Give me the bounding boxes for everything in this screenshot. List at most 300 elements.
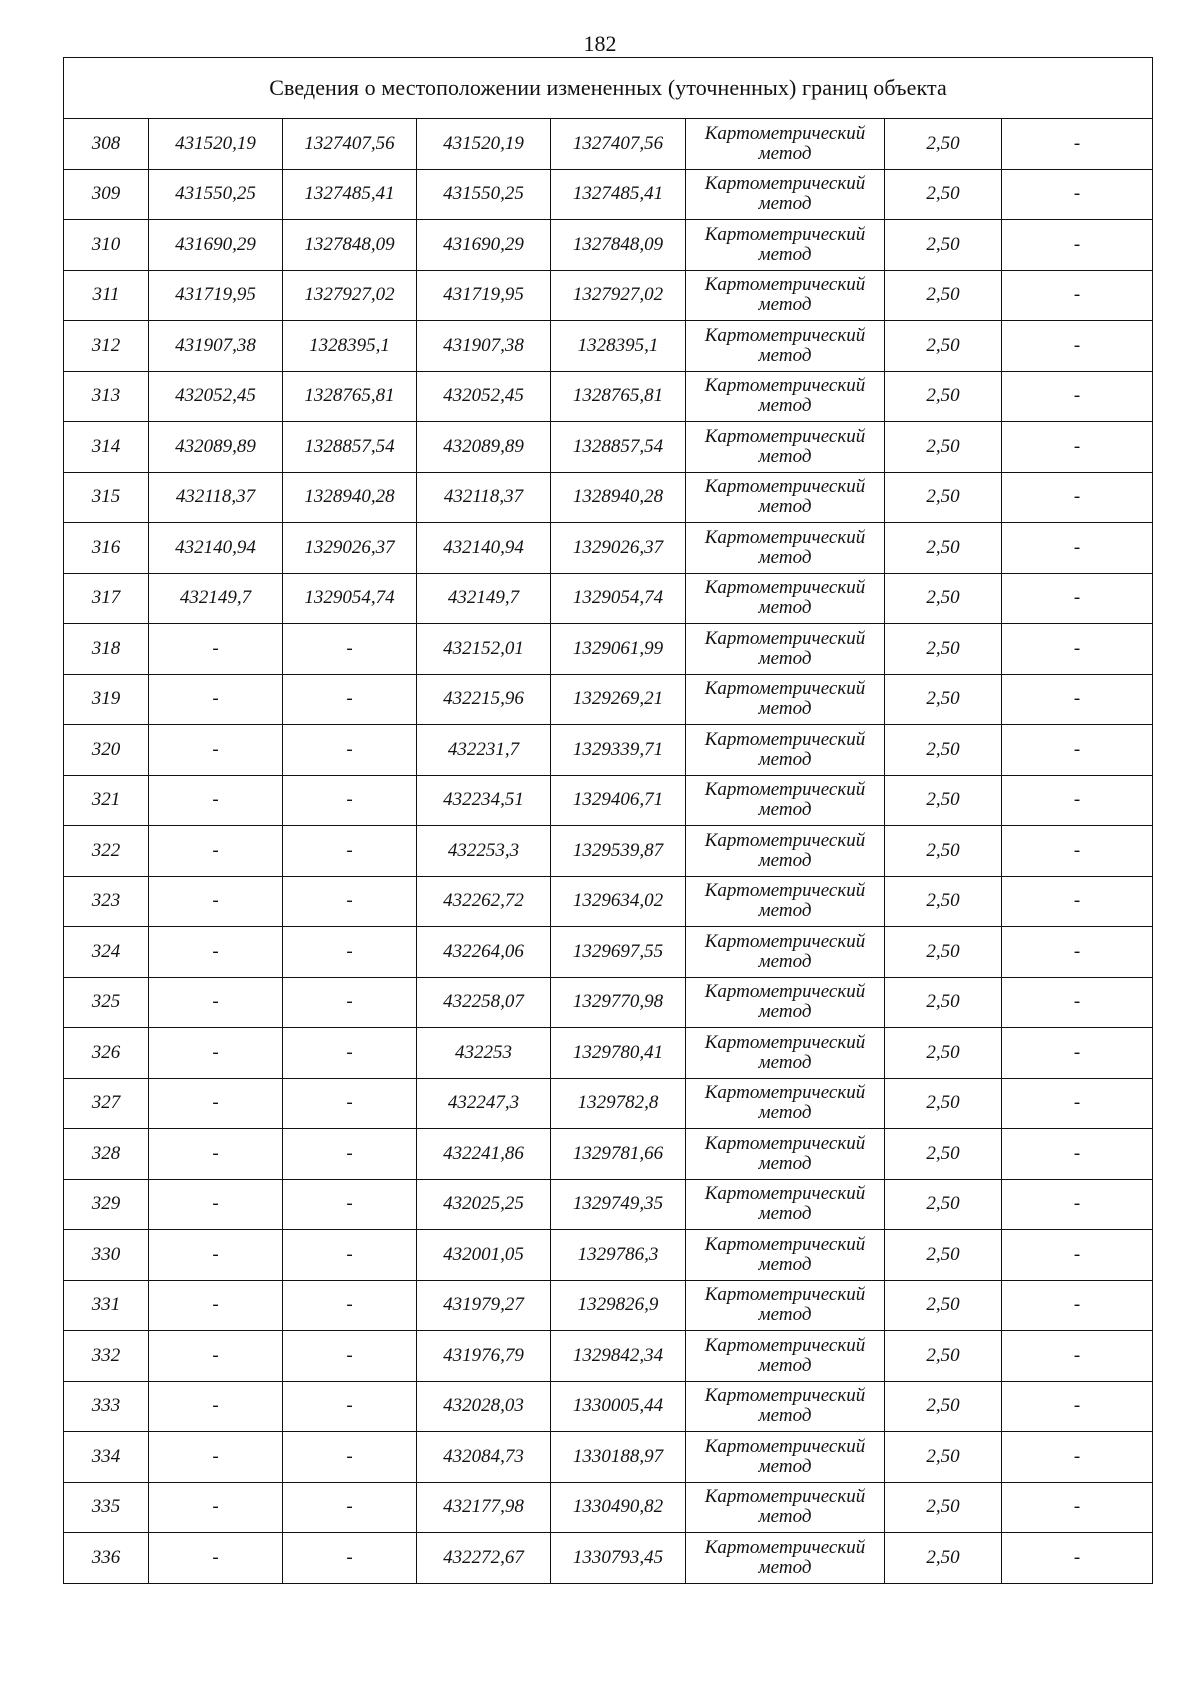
method-cell [686,1129,885,1180]
existing-y-cell: - [283,1129,417,1180]
accuracy-cell: 2,50 [885,1331,1002,1382]
point-number-cell: 320 [64,725,149,776]
refined-x-cell: 432231,7 [417,725,551,776]
method-line-2: метод [758,142,812,164]
method-cell [686,119,885,170]
method-cell [686,1381,885,1432]
description-cell: - [1002,927,1153,978]
existing-x-cell: - [149,1129,283,1180]
method-line-1: Картометрический [704,1233,866,1255]
existing-x-cell: 431719,95 [149,270,283,321]
accuracy-cell: 2,50 [885,220,1002,271]
accuracy-cell: 2,50 [885,775,1002,826]
refined-x-cell: 432052,45 [417,371,551,422]
refined-y-cell: 1328765,81 [551,371,686,422]
description-cell: - [1002,1432,1153,1483]
method-line-1: Картометрический [704,577,866,599]
refined-x-cell: 431520,19 [417,119,551,170]
method-line-2: метод [758,193,812,215]
point-number-cell: 336 [64,1533,149,1584]
accuracy-cell: 2,50 [885,977,1002,1028]
table-row [64,775,1153,826]
existing-x-cell: - [149,1028,283,1079]
table-row [64,1028,1153,1079]
refined-y-cell: 1329634,02 [551,876,686,927]
point-number-cell: 331 [64,1280,149,1331]
description-cell: - [1002,1381,1153,1432]
existing-y-cell: 1328765,81 [283,371,417,422]
method-line-1: Картометрический [704,1132,866,1154]
table-row [64,573,1153,624]
refined-y-cell: 1329339,71 [551,725,686,776]
point-number-cell: 332 [64,1331,149,1382]
description-cell: - [1002,826,1153,877]
existing-y-cell: 1327848,09 [283,220,417,271]
existing-y-cell: 1329054,74 [283,573,417,624]
method-cell [686,674,885,725]
refined-x-cell: 432253 [417,1028,551,1079]
table-row [64,422,1153,473]
refined-x-cell: 432247,3 [417,1078,551,1129]
refined-y-cell: 1327927,02 [551,270,686,321]
accuracy-cell: 2,50 [885,1230,1002,1281]
table-row [64,472,1153,523]
refined-y-cell: 1330490,82 [551,1482,686,1533]
table-row [64,674,1153,725]
method-cell [686,775,885,826]
refined-x-cell: 431719,95 [417,270,551,321]
method-line-1: Картометрический [704,678,866,700]
refined-x-cell: 432025,25 [417,1179,551,1230]
table-row [64,270,1153,321]
method-line-2: метод [758,1405,812,1427]
existing-y-cell: 1328857,54 [283,422,417,473]
method-line-2: метод [758,395,812,417]
method-line-2: метод [758,748,812,770]
method-line-2: метод [758,445,812,467]
accuracy-cell: 2,50 [885,523,1002,574]
refined-y-cell: 1327485,41 [551,169,686,220]
method-line-1: Картометрический [704,375,866,397]
method-line-1: Картометрический [704,829,866,851]
refined-x-cell: 432253,3 [417,826,551,877]
method-line-2: метод [758,1102,812,1124]
method-line-1: Картометрический [704,274,866,296]
method-line-1: Картометрический [704,1334,866,1356]
existing-y-cell: - [283,1432,417,1483]
table-body [64,119,1153,1584]
table-row [64,826,1153,877]
accuracy-cell: 2,50 [885,1179,1002,1230]
accuracy-cell: 2,50 [885,725,1002,776]
table-row [64,977,1153,1028]
existing-x-cell: - [149,977,283,1028]
method-line-2: метод [758,1556,812,1578]
table-row [64,1129,1153,1180]
accuracy-cell: 2,50 [885,1129,1002,1180]
method-line-1: Картометрический [704,122,866,144]
accuracy-cell: 2,50 [885,422,1002,473]
accuracy-cell: 2,50 [885,169,1002,220]
point-number-cell: 317 [64,573,149,624]
existing-x-cell: - [149,1230,283,1281]
existing-x-cell: 431690,29 [149,220,283,271]
refined-y-cell: 1329026,37 [551,523,686,574]
point-number-cell: 308 [64,119,149,170]
point-number-cell: 324 [64,927,149,978]
table-row [64,1078,1153,1129]
description-cell: - [1002,169,1153,220]
table-row [64,1280,1153,1331]
method-line-1: Картометрический [704,627,866,649]
method-line-1: Картометрический [704,930,866,952]
method-cell [686,826,885,877]
existing-x-cell: - [149,725,283,776]
method-line-2: метод [758,900,812,922]
accuracy-cell: 2,50 [885,1533,1002,1584]
existing-y-cell: 1328940,28 [283,472,417,523]
point-number-cell: 326 [64,1028,149,1079]
refined-x-cell: 432234,51 [417,775,551,826]
existing-y-cell: - [283,826,417,877]
refined-y-cell: 1328940,28 [551,472,686,523]
existing-x-cell: 432052,45 [149,371,283,422]
method-line-1: Картометрический [704,1486,866,1508]
refined-y-cell: 1329061,99 [551,624,686,675]
method-line-2: метод [758,344,812,366]
description-cell: - [1002,1482,1153,1533]
accuracy-cell: 2,50 [885,1280,1002,1331]
accuracy-cell: 2,50 [885,1432,1002,1483]
existing-y-cell: - [283,624,417,675]
refined-y-cell: 1329826,9 [551,1280,686,1331]
existing-x-cell: 431520,19 [149,119,283,170]
method-cell [686,371,885,422]
accuracy-cell: 2,50 [885,321,1002,372]
method-line-2: метод [758,1506,812,1528]
method-line-1: Картометрический [704,1183,866,1205]
refined-y-cell: 1329749,35 [551,1179,686,1230]
method-line-2: метод [758,243,812,265]
point-number-cell: 314 [64,422,149,473]
refined-y-cell: 1328395,1 [551,321,686,372]
accuracy-cell: 2,50 [885,1078,1002,1129]
method-cell [686,1432,885,1483]
method-cell [686,1230,885,1281]
refined-y-cell: 1328857,54 [551,422,686,473]
description-cell: - [1002,725,1153,776]
refined-y-cell: 1329782,8 [551,1078,686,1129]
description-cell: - [1002,220,1153,271]
description-cell: - [1002,977,1153,1028]
existing-x-cell: - [149,1331,283,1382]
point-number-cell: 333 [64,1381,149,1432]
refined-y-cell: 1329786,3 [551,1230,686,1281]
method-cell [686,1533,885,1584]
existing-y-cell: - [283,1331,417,1382]
method-cell [686,573,885,624]
refined-y-cell: 1329697,55 [551,927,686,978]
existing-x-cell: - [149,624,283,675]
refined-x-cell: 432258,07 [417,977,551,1028]
existing-y-cell: - [283,1179,417,1230]
refined-y-cell: 1329842,34 [551,1331,686,1382]
accuracy-cell: 2,50 [885,1482,1002,1533]
method-line-1: Картометрический [704,173,866,195]
method-line-2: метод [758,647,812,669]
description-cell: - [1002,674,1153,725]
description-cell: - [1002,119,1153,170]
existing-x-cell: - [149,775,283,826]
accuracy-cell: 2,50 [885,573,1002,624]
description-cell: - [1002,1078,1153,1129]
existing-y-cell: - [283,725,417,776]
method-line-1: Картометрический [704,728,866,750]
existing-y-cell: - [283,1482,417,1533]
table-row [64,1331,1153,1382]
point-number-cell: 309 [64,169,149,220]
method-line-2: метод [758,294,812,316]
method-cell [686,1028,885,1079]
existing-y-cell: - [283,927,417,978]
description-cell: - [1002,1179,1153,1230]
accuracy-cell: 2,50 [885,826,1002,877]
method-line-1: Картометрический [704,425,866,447]
method-line-2: метод [758,1354,812,1376]
existing-y-cell: - [283,1381,417,1432]
method-line-2: метод [758,1304,812,1326]
refined-x-cell: 431976,79 [417,1331,551,1382]
refined-x-cell: 431690,29 [417,220,551,271]
table-row [64,321,1153,372]
method-line-2: метод [758,546,812,568]
method-cell [686,270,885,321]
table-row [64,371,1153,422]
table-row [64,523,1153,574]
existing-y-cell: - [283,1028,417,1079]
point-number-cell: 322 [64,826,149,877]
method-line-2: метод [758,1455,812,1477]
point-number-cell: 329 [64,1179,149,1230]
table-row [64,119,1153,170]
point-number-cell: 311 [64,270,149,321]
refined-x-cell: 432262,72 [417,876,551,927]
method-line-2: метод [758,597,812,619]
existing-x-cell: - [149,826,283,877]
refined-x-cell: 432089,89 [417,422,551,473]
refined-x-cell: 432118,37 [417,472,551,523]
point-number-cell: 312 [64,321,149,372]
refined-x-cell: 431979,27 [417,1280,551,1331]
point-number-cell: 321 [64,775,149,826]
existing-y-cell: - [283,1078,417,1129]
refined-x-cell: 432152,01 [417,624,551,675]
method-line-1: Картометрический [704,1284,866,1306]
method-line-2: метод [758,1001,812,1023]
method-cell [686,1482,885,1533]
point-number-cell: 318 [64,624,149,675]
point-number-cell: 313 [64,371,149,422]
refined-y-cell: 1329054,74 [551,573,686,624]
method-cell [686,876,885,927]
point-number-cell: 325 [64,977,149,1028]
description-cell: - [1002,523,1153,574]
existing-y-cell: 1328395,1 [283,321,417,372]
accuracy-cell: 2,50 [885,624,1002,675]
description-cell: - [1002,270,1153,321]
table-title-row [64,58,1153,119]
point-number-cell: 327 [64,1078,149,1129]
point-number-cell: 316 [64,523,149,574]
existing-y-cell: 1327407,56 [283,119,417,170]
point-number-cell: 334 [64,1432,149,1483]
point-number-cell: 319 [64,674,149,725]
accuracy-cell: 2,50 [885,119,1002,170]
method-cell [686,1078,885,1129]
description-cell: - [1002,876,1153,927]
method-cell [686,725,885,776]
existing-x-cell: - [149,1482,283,1533]
method-cell [686,1280,885,1331]
table-row [64,169,1153,220]
existing-y-cell: 1329026,37 [283,523,417,574]
page-number: 182 [583,31,617,56]
method-line-2: метод [758,799,812,821]
point-number-cell: 335 [64,1482,149,1533]
table-row [64,725,1153,776]
description-cell: - [1002,321,1153,372]
point-number-cell: 315 [64,472,149,523]
method-line-1: Картометрический [704,1031,866,1053]
method-line-1: Картометрический [704,1536,866,1558]
point-number-cell: 328 [64,1129,149,1180]
existing-x-cell: - [149,1381,283,1432]
method-line-2: метод [758,1253,812,1275]
refined-y-cell: 1329269,21 [551,674,686,725]
existing-x-cell: - [149,1280,283,1331]
refined-y-cell: 1329406,71 [551,775,686,826]
refined-x-cell: 432084,73 [417,1432,551,1483]
description-cell: - [1002,371,1153,422]
existing-y-cell: 1327927,02 [283,270,417,321]
description-cell: - [1002,472,1153,523]
method-line-1: Картометрический [704,526,866,548]
method-line-1: Картометрический [704,1385,866,1407]
refined-y-cell: 1329780,41 [551,1028,686,1079]
refined-x-cell: 432241,86 [417,1129,551,1180]
existing-y-cell: - [283,775,417,826]
accuracy-cell: 2,50 [885,674,1002,725]
table-row [64,1179,1153,1230]
method-line-2: метод [758,1203,812,1225]
refined-y-cell: 1327848,09 [551,220,686,271]
refined-x-cell: 432001,05 [417,1230,551,1281]
refined-y-cell: 1327407,56 [551,119,686,170]
description-cell: - [1002,624,1153,675]
refined-y-cell: 1330793,45 [551,1533,686,1584]
table-row [64,1533,1153,1584]
accuracy-cell: 2,50 [885,1381,1002,1432]
table-row [64,1432,1153,1483]
refined-x-cell: 432215,96 [417,674,551,725]
description-cell: - [1002,1028,1153,1079]
method-line-2: метод [758,496,812,518]
accuracy-cell: 2,50 [885,371,1002,422]
method-cell [686,523,885,574]
refined-x-cell: 432272,67 [417,1533,551,1584]
method-cell [686,1331,885,1382]
accuracy-cell: 2,50 [885,927,1002,978]
refined-y-cell: 1329539,87 [551,826,686,877]
table-row [64,1230,1153,1281]
accuracy-cell: 2,50 [885,1028,1002,1079]
point-number-cell: 323 [64,876,149,927]
table-row [64,876,1153,927]
refined-x-cell: 431907,38 [417,321,551,372]
accuracy-cell: 2,50 [885,270,1002,321]
existing-x-cell: 431550,25 [149,169,283,220]
table-row [64,220,1153,271]
method-cell [686,1179,885,1230]
method-line-2: метод [758,1051,812,1073]
description-cell: - [1002,1533,1153,1584]
existing-x-cell: - [149,876,283,927]
existing-x-cell: 432089,89 [149,422,283,473]
method-cell [686,422,885,473]
method-cell [686,220,885,271]
refined-x-cell: 431550,25 [417,169,551,220]
method-cell [686,927,885,978]
table-row [64,1482,1153,1533]
method-line-1: Картометрический [704,476,866,498]
method-cell [686,169,885,220]
method-line-2: метод [758,1152,812,1174]
existing-x-cell: 431907,38 [149,321,283,372]
method-cell [686,624,885,675]
point-number-cell: 330 [64,1230,149,1281]
method-cell [686,321,885,372]
table-row [64,1381,1153,1432]
existing-x-cell: 432149,7 [149,573,283,624]
existing-x-cell: - [149,1432,283,1483]
method-line-1: Картометрический [704,223,866,245]
accuracy-cell: 2,50 [885,876,1002,927]
existing-y-cell: - [283,876,417,927]
description-cell: - [1002,775,1153,826]
boundary-coordinates-table [63,57,1153,1584]
existing-x-cell: 432140,94 [149,523,283,574]
existing-x-cell: - [149,1179,283,1230]
method-line-1: Картометрический [704,880,866,902]
description-cell: - [1002,1280,1153,1331]
method-line-1: Картометрический [704,324,866,346]
method-line-1: Картометрический [704,779,866,801]
refined-y-cell: 1329781,66 [551,1129,686,1180]
refined-y-cell: 1330188,97 [551,1432,686,1483]
table-title: Сведения о местоположении измененных (уточненных) границ объекта [64,58,1153,119]
existing-x-cell: - [149,674,283,725]
method-line-2: метод [758,849,812,871]
refined-x-cell: 432149,7 [417,573,551,624]
description-cell: - [1002,422,1153,473]
method-line-2: метод [758,698,812,720]
existing-x-cell: - [149,1533,283,1584]
refined-y-cell: 1329770,98 [551,977,686,1028]
method-line-2: метод [758,950,812,972]
refined-x-cell: 432264,06 [417,927,551,978]
existing-x-cell: - [149,1078,283,1129]
method-line-1: Картометрический [704,1082,866,1104]
